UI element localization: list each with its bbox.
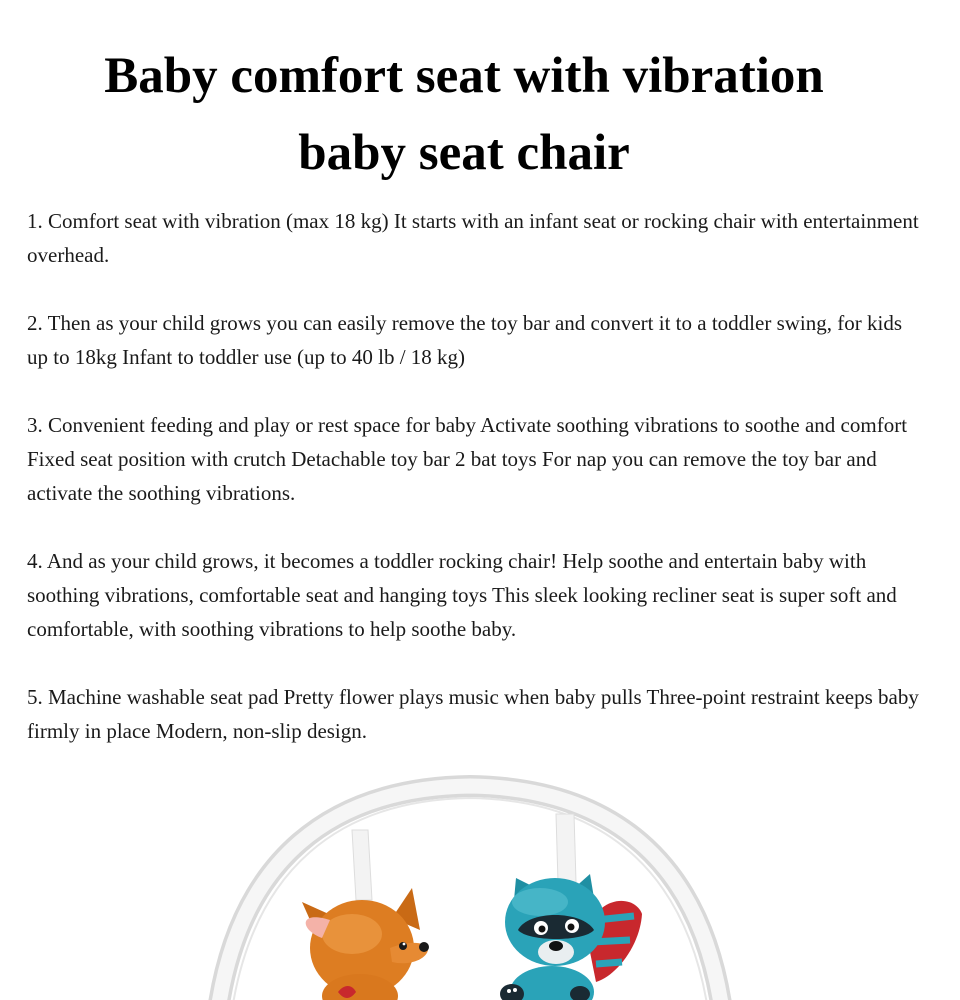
strap-left bbox=[352, 830, 372, 900]
feature-item-3: 3. Convenient feeding and play or rest space for baby Activate soothing vibrations to soothe and comfort Fixed seat position with crutch Detachable toy bar 2 bat toys For nap you can remove the toy bar and activate the soothing vibrations. bbox=[27, 413, 908, 505]
toy-bar-arch bbox=[218, 786, 722, 1000]
page-title-line-2: baby seat chair bbox=[298, 125, 630, 181]
raccoon-toy bbox=[500, 874, 642, 1000]
fox-toy bbox=[302, 888, 429, 1000]
feature-item-4: 4. And as your child grows, it becomes a toddler rocking chair! Help soothe and entertain baby with soothing vibrations, comfortable seat and hanging toys This sleek looking recliner seat is super soft and comfortable, with soothing vibrations to help soothe baby. bbox=[27, 549, 897, 641]
page-title-line-1: Baby comfort seat with vibration bbox=[104, 48, 824, 104]
feature-item-1: 1. Comfort seat with vibration (max 18 kg) It starts with an infant seat or rocking chair with entertainment overhead. bbox=[27, 209, 919, 267]
product-image bbox=[0, 770, 960, 1000]
strap-right bbox=[556, 814, 576, 882]
feature-list bbox=[27, 204, 927, 782]
feature-item-5: 5. Machine washable seat pad Pretty flower plays music when baby pulls Three-point restraint keeps baby firmly in place Modern, non-slip design. bbox=[27, 685, 919, 743]
page-title bbox=[0, 38, 928, 192]
feature-item-2: 2. Then as your child grows you can easily remove the toy bar and convert it to a toddler swing, for kids up to 18kg Infant to toddler use (up to 40 lb / 18 kg) bbox=[27, 311, 902, 369]
